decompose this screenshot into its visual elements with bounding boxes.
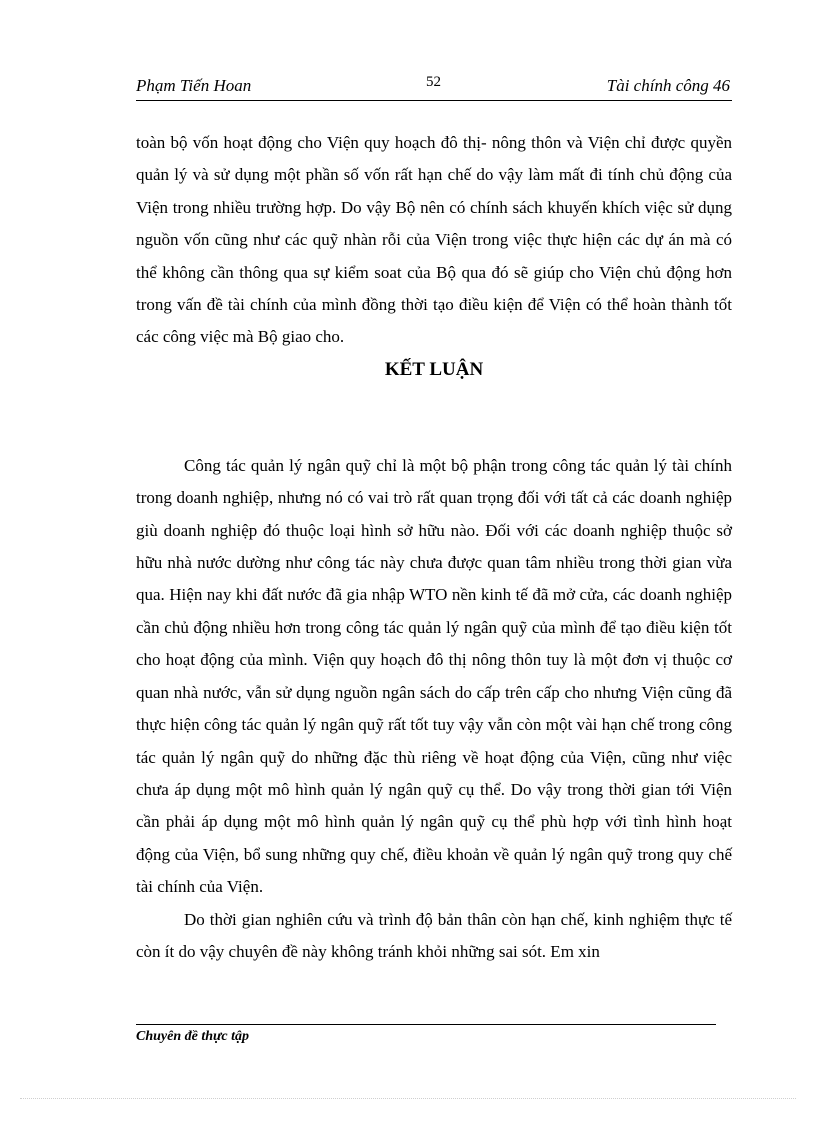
page-body xyxy=(136,127,732,968)
body-paragraph-3: Do thời gian nghiên cứu và trình độ bản thân còn hạn chế, kinh nghiệm thực tế còn ít do vậy chuyên đề này không tránh khỏi những sai sót. Em xin xyxy=(136,909,732,961)
footer-label: Chuyên đề thực tập xyxy=(136,1029,250,1044)
body-paragraph-1: toàn bộ vốn hoạt động cho Viện quy hoạch đô thị- nông thôn và Viện chỉ được quyền quản lý và sử dụng một phần số vốn rất hạn chế do vậy làm mất đi tính chủ động của Viện trong nhiều trường hợp. Do vậy Bộ nên có chính sách khuyến khích việc sử dụng nguồn vốn cũng như các quỹ nhàn rỗi của Viện trong việc thực hiện các dự án mà có thể không cần thông qua sự kiểm soat của Bộ qua đó sẽ giúp cho Viện chủ động hơn trong vấn đề tài chính của mình đồng thời tạo điều kiện để Viện có thể hoàn thành tốt các công việc mà Bộ giao cho. xyxy=(136,133,732,347)
section-heading: KẾT LUẬN xyxy=(384,358,484,380)
page-edge-dotted-line xyxy=(20,1098,796,1099)
body-paragraph-2: Công tác quản lý ngân quỹ chỉ là một bộ phận trong công tác quản lý tài chính trong doanh nghiệp, nhưng nó có vai trò rất quan trọng đối với tất cả các doanh nghiệp giù doanh nghiệp đó thuộc loại hình sở hữu nào. Đối với các doanh nghiệp thuộc sở hữu nhà nước dường như công tác này chưa được quan tâm nhiều trong thời gian vừa qua. Hiện nay khi đất nước đã gia nhập WTO nền kinh tế đã mở cửa, các doanh nghiệp cần chủ động nhiều hơn trong công tác quản lý ngân quỹ của mình để tạo điều kiện tốt cho hoạt động của mình. Viện quy hoạch đô thị nông thôn tuy là một đơn vị thuộc cơ quan nhà nước, vẫn sử dụng nguồn ngân sách do cấp trên cấp cho nhưng Viện cũng đã thực hiện công tác quản lý ngân quỹ rất tốt tuy vậy vẫn còn một vài hạn chế trong công tác quản lý ngân quỹ do những đặc thù riêng về hoạt động của Viện, cũng như việc chưa áp dụng một mô hình quản lý ngân quỹ cụ thể. Do vậy trong thời gian tới Viện cần phải áp dụng một mô hình quản lý ngân quỹ cụ thể phù hợp với tình hình hoạt động của Viện, bổ sung những quy chế, điều khoản về quản lý ngân quỹ trong quy chế tài chính của Viện. xyxy=(136,455,732,897)
header-course: Tài chính công 46 xyxy=(606,76,730,95)
page-header xyxy=(136,74,732,101)
header-page-number: 52 xyxy=(426,74,441,90)
header-author: Phạm Tiến Hoan xyxy=(136,76,252,95)
footer-divider xyxy=(136,1024,716,1025)
